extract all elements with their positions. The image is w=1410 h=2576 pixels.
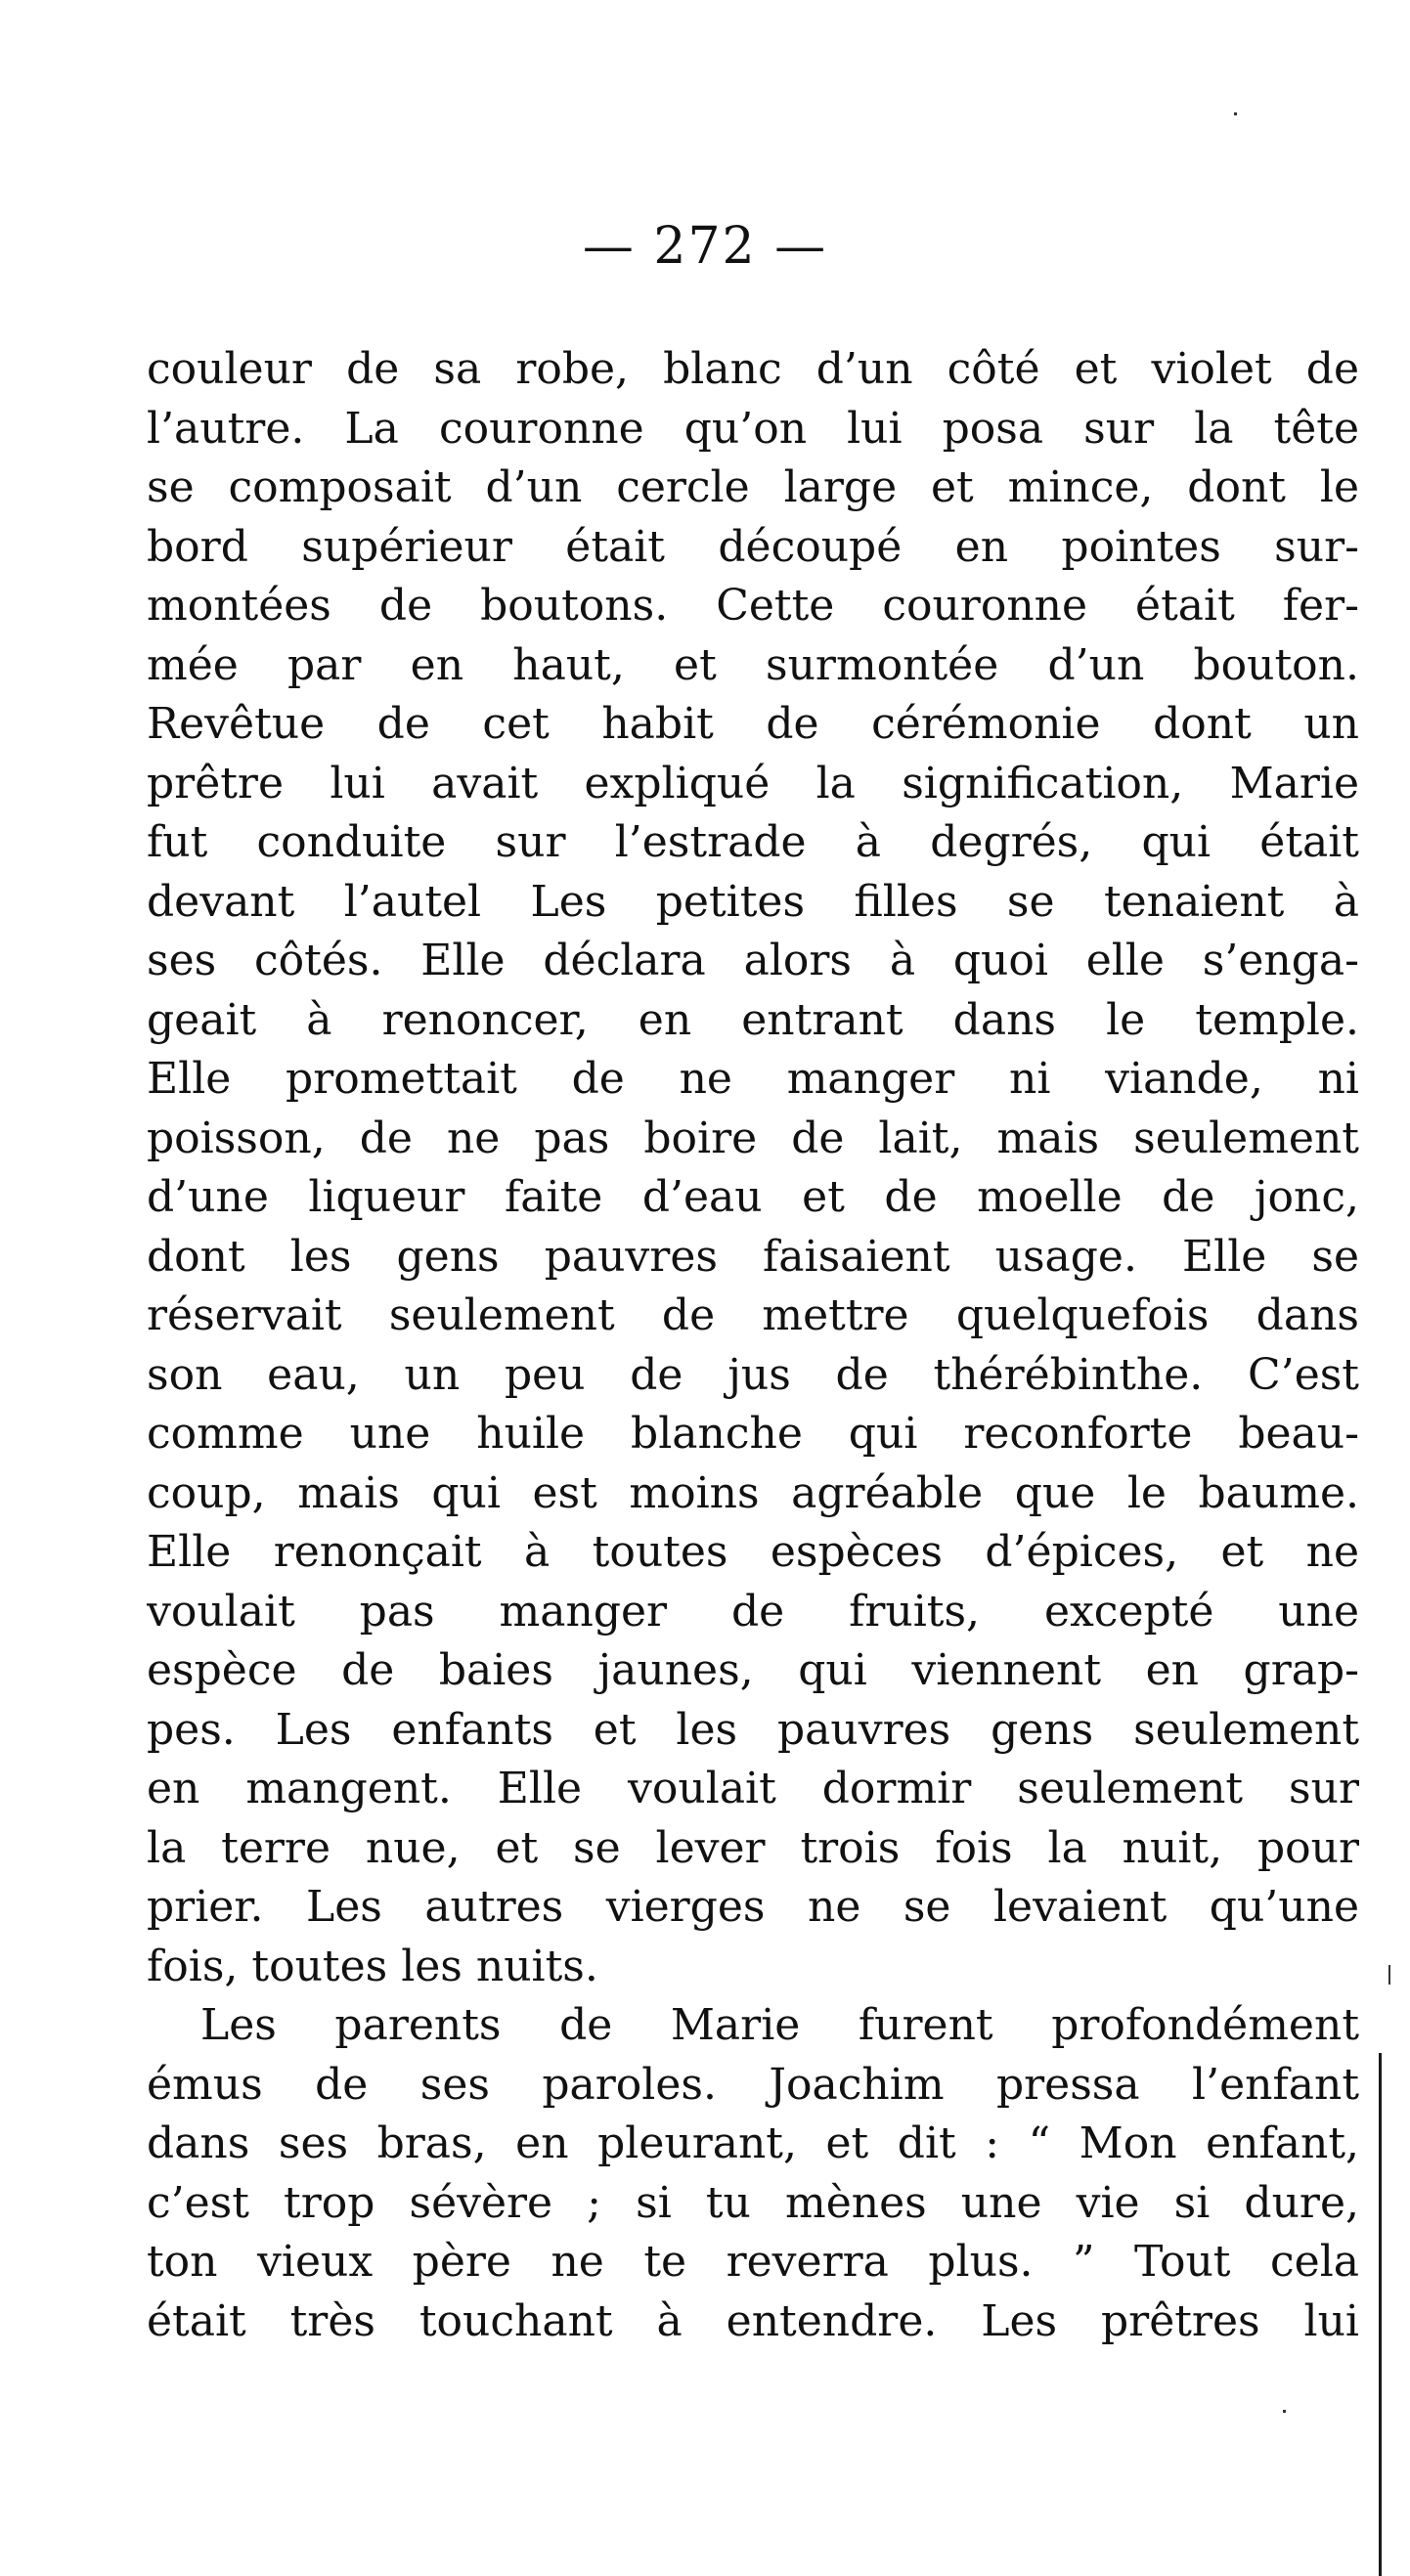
- text-line: fois, toutes les nuits.: [147, 1941, 598, 1991]
- text-line: ton vieux père ne te reverra plus. ” Tout cela: [147, 2237, 1359, 2287]
- text-line: d’une liqueur faite d’eau et de moelle de jonc,: [147, 1172, 1359, 1222]
- text-line: était très touchant à entendre. Les prêtres lui: [147, 2295, 1359, 2346]
- text-line: Elle renonçait à toutes espèces d’épices, et ne: [147, 1527, 1359, 1577]
- text-line: Revêtue de cet habit de cérémonie dont un: [147, 699, 1359, 749]
- page-number: — 272 —: [582, 217, 828, 276]
- text-line: montées de boutons. Cette couronne était fer-: [147, 581, 1359, 631]
- text-line: c’est trop sévère ; si tu mènes une vie si dure,: [147, 2177, 1359, 2228]
- text-line: Elle promettait de ne manger ni viande, ni: [147, 1054, 1359, 1104]
- text-line: couleur de sa robe, blanc d’un côté et violet de: [147, 344, 1359, 394]
- text-line: bord supérieur était découpé en pointes sur-: [147, 521, 1359, 572]
- text-line: fut conduite sur l’estrade à degrés, qui était: [147, 817, 1359, 867]
- scan-edge-line: [1379, 2053, 1382, 2576]
- text-line: en mangent. Elle voulait dormir seulement sur: [147, 1764, 1359, 1813]
- text-line: son eau, un peu de jus de thérébinthe. C’est: [147, 1349, 1359, 1400]
- body-text: [147, 340, 1359, 2351]
- text-line: la terre nue, et se lever trois fois la nuit, pour: [147, 1822, 1359, 1873]
- text-line: devant l’autel Les petites filles se tenaient à: [147, 876, 1359, 927]
- text-line: réservait seulement de mettre quelquefois dans: [147, 1290, 1359, 1340]
- text-line: ses côtés. Elle déclara alors à quoi elle s’enga-: [147, 936, 1359, 985]
- text-line: espèce de baies jaunes, qui viennent en grap-: [147, 1645, 1359, 1695]
- text-line: se composait d’un cercle large et mince, dont le: [147, 462, 1359, 512]
- scan-mark: [1234, 112, 1237, 115]
- text-line: poisson, de ne pas boire de lait, mais seulement: [147, 1113, 1359, 1163]
- text-line: dans ses bras, en pleurant, et dit : “ Mon enfant,: [147, 2118, 1359, 2168]
- text-line: Les parents de Marie furent profondément: [200, 2000, 1359, 2050]
- text-line: geait à renoncer, en entrant dans le temple.: [147, 994, 1359, 1045]
- scan-mark: [1283, 2410, 1286, 2413]
- text-line: comme une huile blanche qui reconforte beau-: [147, 1409, 1359, 1459]
- text-line: émus de ses paroles. Joachim pressa l’enfant: [147, 2059, 1359, 2110]
- scan-mark: [1388, 1965, 1390, 1985]
- text-line: coup, mais qui est moins agréable que le baume.: [147, 1467, 1359, 1518]
- text-line: prêtre lui avait expliqué la signification, Marie: [147, 758, 1359, 808]
- text-line: prier. Les autres vierges ne se levaient qu’une: [147, 1882, 1359, 1932]
- text-line: l’autre. La couronne qu’on lui posa sur la tête: [147, 403, 1359, 454]
- text-line: pes. Les enfants et les pauvres gens seulement: [147, 1704, 1359, 1755]
- text-line: voulait pas manger de fruits, excepté une: [147, 1586, 1359, 1637]
- text-line: mée par en haut, et surmontée d’un bouton.: [147, 639, 1359, 690]
- text-line: dont les gens pauvres faisaient usage. Elle se: [147, 1231, 1359, 1282]
